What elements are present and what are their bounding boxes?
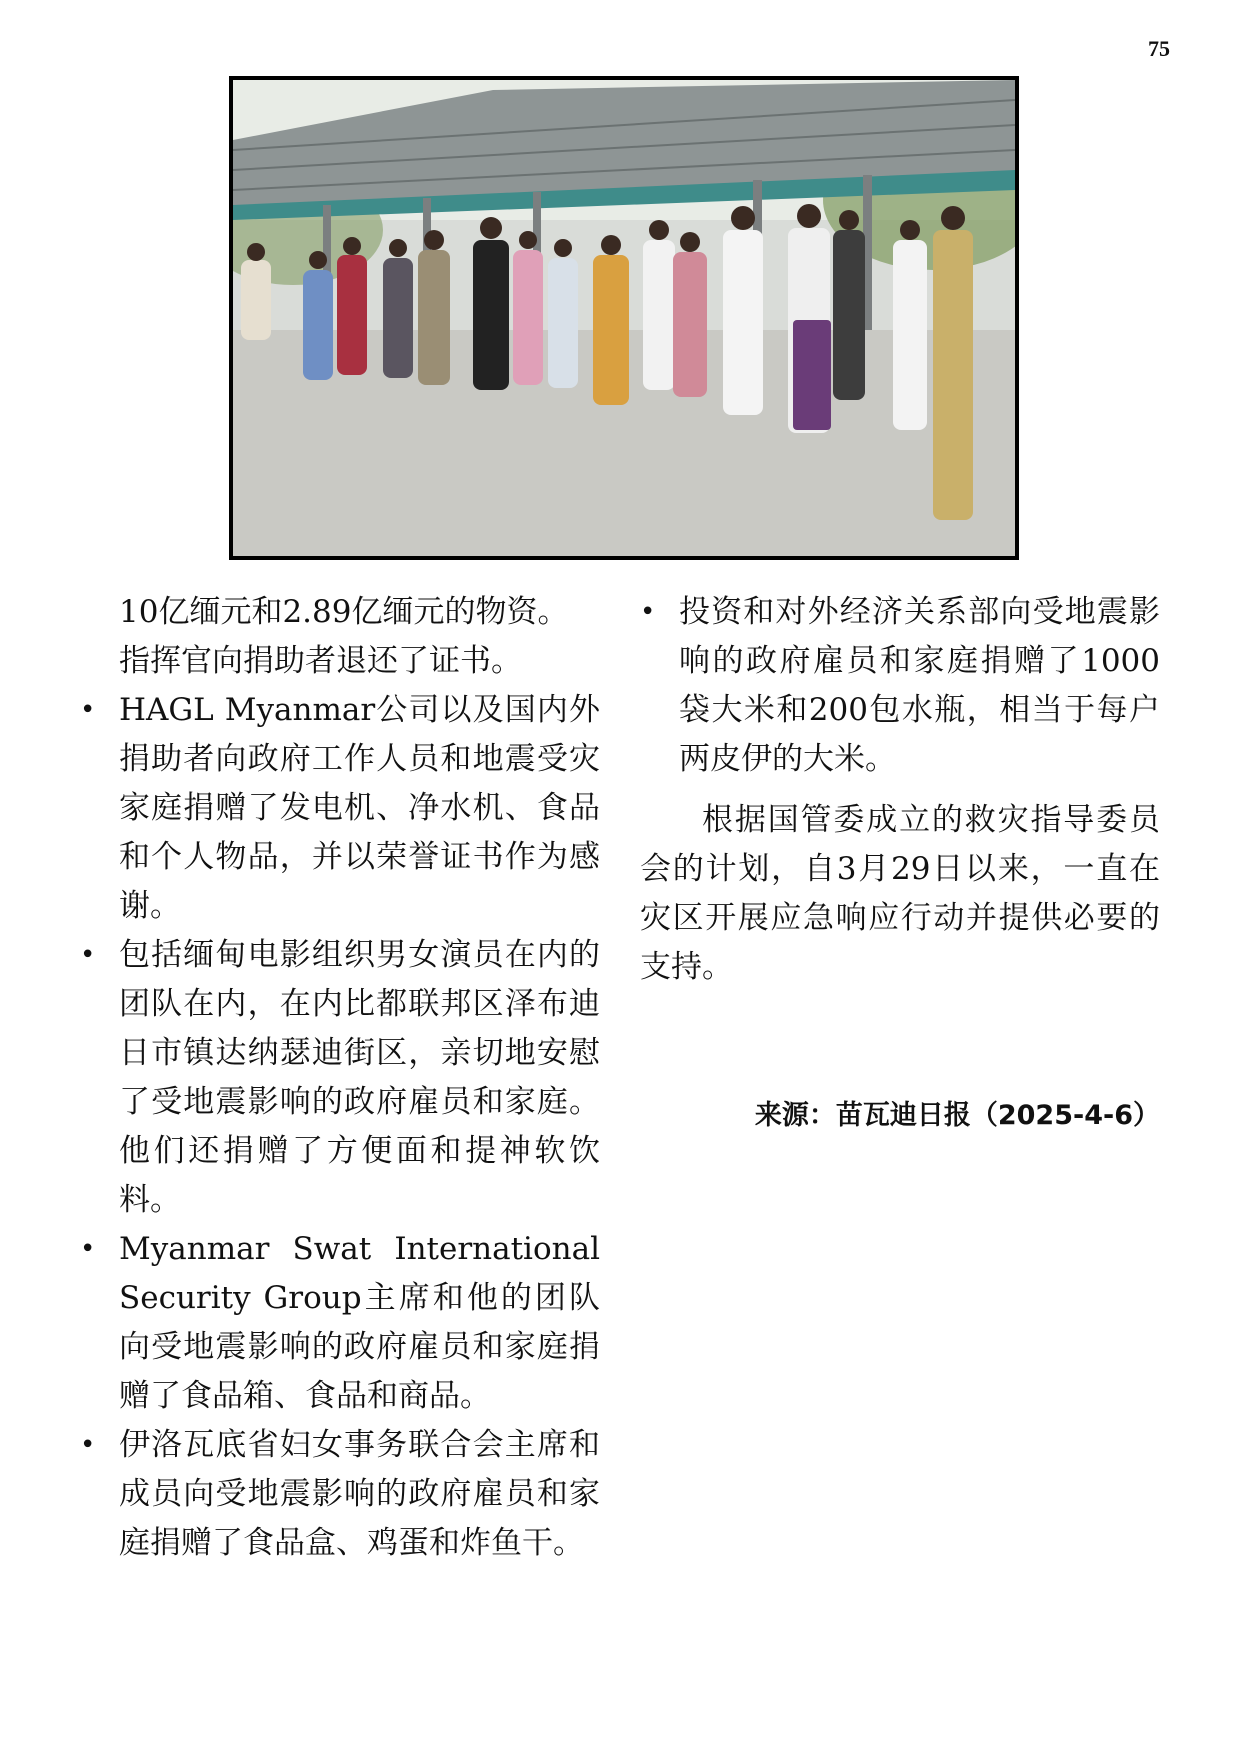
bullet-item (80, 931, 600, 1225)
bullet-item (640, 588, 1160, 784)
bullet-text: Myanmar Swat International Security Group主席和他的团队向受地震影响的政府雇员和家庭捐赠了食品箱、食品和商品。 (119, 1231, 600, 1414)
continued-line: 10亿缅元和2.89亿缅元的物资。 (119, 594, 569, 630)
bullet-icon: • (640, 597, 656, 627)
continued-line: 指挥官向捐助者退还了证书。 (119, 643, 522, 679)
bullet-icon: • (80, 940, 96, 970)
bullet-text: 投资和对外经济关系部向受地震影响的政府雇员和家庭捐赠了1000袋大米和200包水瓶，相当于每户两皮伊的大米。 (679, 594, 1160, 777)
right-column (640, 588, 1160, 992)
bullet-text: HAGL Myanmar公司以及国内外捐助者向政府工作人员和地震受灾家庭捐赠了发电机、净水机、食品和个人物品，并以荣誉证书作为感谢。 (119, 692, 600, 924)
bullet-icon: • (80, 1234, 96, 1264)
bullet-item (80, 1421, 600, 1568)
news-photo (229, 76, 1019, 560)
body-paragraph: 根据国管委成立的救灾指导委员会的计划，自3月29日以来，一直在灾区开展应急响应行动并提供必要的支持。 (640, 802, 1160, 985)
left-column (80, 588, 600, 1568)
page-number: 75 (1148, 36, 1170, 61)
bullet-item (80, 686, 600, 931)
bullet-icon: • (80, 695, 96, 725)
bullet-icon: • (80, 1430, 96, 1460)
bullet-text: 包括缅甸电影组织男女演员在内的团队在内，在内比都联邦区泽布迪日市镇达纳瑟迪街区，亲切地安慰了受地震影响的政府雇员和家庭。他们还捐赠了方便面和提神软饮料。 (119, 937, 600, 1218)
donation-ceremony-photo (233, 80, 1015, 556)
source-citation: 来源：苗瓦迪日报（2025-4-6） (754, 1100, 1160, 1131)
bullet-text: 伊洛瓦底省妇女事务联合会主席和成员向受地震影响的政府雇员和家庭捐赠了食品盒、鸡蛋和炸鱼干。 (119, 1427, 600, 1561)
bullet-item (80, 1225, 600, 1421)
